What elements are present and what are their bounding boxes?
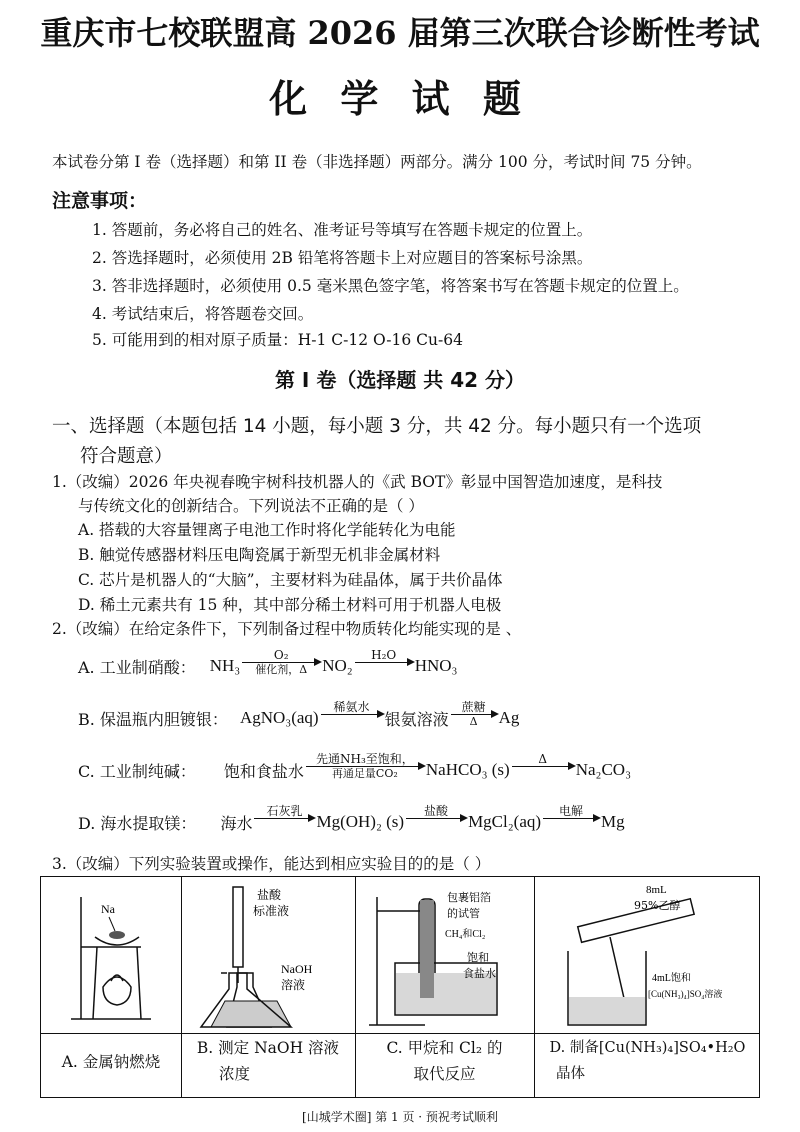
q2-option-c (78, 752, 632, 784)
q1-option-d: D. 稀土元素共有 15 种，其中部分稀土材料可用于机器人电极 (78, 596, 502, 614)
exam-intro: 本试卷分第 I 卷（选择题）和第 II 卷（非选择题）两部分。满分 100 分，考试时间 75 分钟。 (52, 153, 702, 171)
species: 银氨溶液 (384, 709, 449, 729)
q1-option-b: B. 触觉传感器材料压电陶瓷属于新型无机非金属材料 (78, 546, 441, 564)
reaction-arrow (321, 700, 383, 728)
methane-chlorination-apparatus (355, 877, 534, 1033)
species: HNO₃ (414, 656, 458, 675)
page-footer: [山城学术圈] 第 1 页 · 预祝考试顺利 (302, 1110, 498, 1124)
caption-line: A. 金属钠燃烧 (61, 1053, 161, 1071)
species: NaHCO₃ (s) (425, 760, 510, 779)
section-heading: 第 I 卷（选择题 共 42 分） (274, 368, 526, 392)
caption-line: C. 甲烷和 Cl₂ 的 (386, 1039, 503, 1057)
apparatus-label: 95%乙醇 (634, 899, 681, 912)
apparatus-label: 的试管 (447, 907, 480, 920)
reaction-arrow (254, 804, 314, 832)
species: AgNO₃(aq) (239, 708, 319, 727)
reaction-arrow (306, 752, 424, 780)
arrow-condition: H₂O (371, 648, 397, 662)
apparatus-label: 标准液 (253, 904, 290, 918)
arrow-condition: Δ (469, 715, 478, 728)
note-item: 2. 答选择题时，必须使用 2B 铅笔将答题卡上对应题目的答案标号涂黑。 (92, 249, 593, 267)
part-heading-line: 一、选择题（本题包括 14 小题，每小题 3 分，共 42 分。每小题只有一个选项 (52, 416, 702, 437)
q1-option-c: C. 芯片是机器人的“大脑”，主要材料为硅晶体，属于共价晶体 (78, 571, 503, 589)
caption-line: D. 制备[Cu(NH₃)₄]SO₄•H₂O (549, 1040, 746, 1056)
part-heading (52, 412, 762, 472)
note-item: 1. 答题前，务必将自己的姓名、准考证号等填写在答题卡规定的位置上。 (92, 221, 593, 239)
apparatus-label: 4mL饱和 (652, 973, 691, 984)
apparatus-label: NaOH (281, 962, 313, 976)
reaction-arrow (242, 648, 320, 676)
arrow-condition: 先通NH₃至饱和， (315, 752, 414, 766)
caption-line: 晶体 (556, 1066, 585, 1082)
species: 海水 (220, 813, 253, 833)
titration-apparatus (181, 877, 355, 1033)
species: Ag (498, 708, 520, 727)
arrow-condition: 电解 (559, 804, 584, 818)
arrow-condition: 蔗糖 (461, 700, 486, 714)
arrow-condition: 石灰乳 (266, 804, 303, 818)
copper-ammine-crystal-apparatus (534, 877, 761, 1033)
option-label: A. 工业制硝酸： (78, 657, 196, 677)
apparatus-label: 饱和 (467, 951, 489, 964)
arrow-condition: 盐酸 (424, 804, 449, 818)
species: Mg (601, 812, 625, 831)
apparatus-label: 食盐水 (463, 967, 496, 980)
species: 饱和食盐水 (223, 761, 304, 781)
caption-line: 浓度 (219, 1065, 251, 1083)
experiment-caption-b (181, 1035, 355, 1087)
species: NH₃ (209, 656, 241, 675)
q1-option-a: A. 搭载的大容量锂离子电池工作时将化学能转化为电能 (78, 521, 456, 539)
option-label: C. 工业制纯碱： (78, 761, 196, 781)
experiment-table (40, 876, 760, 1098)
option-label: B. 保温瓶内胆镀银： (78, 709, 228, 729)
reaction-arrow (451, 700, 497, 728)
note-item: 5. 可能用到的相对原子质量：H-1 C-12 O-16 Cu-64 (92, 331, 463, 349)
species: MgCl₂(aq) (468, 812, 542, 831)
arrow-condition: O₂ (273, 648, 289, 662)
caption-line: B. 测定 NaOH 溶液 (196, 1039, 340, 1057)
species: Na₂CO₃ (575, 760, 632, 779)
arrow-condition: 催化剂，Δ (255, 663, 308, 676)
sodium-burning-apparatus (41, 877, 181, 1033)
notes-heading: 注意事项： (52, 190, 148, 212)
part-heading-line: 符合题意） (80, 446, 173, 467)
experiment-caption-c (355, 1035, 534, 1087)
experiment-caption-d (534, 1035, 761, 1087)
apparatus-label: [Cu(NH₃)₄]SO₄溶液 (648, 989, 723, 999)
species: NO₂ (322, 656, 353, 675)
apparatus-label: 8mL (646, 884, 667, 896)
apparatus-label: CH₄和Cl₂ (445, 929, 486, 940)
note-item: 3. 答非选择题时，必须使用 0.5 毫米黑色签字笔，将答案书写在答题卡规定的位置上。 (92, 277, 689, 295)
note-item: 4. 考试结束后，将答题卷交回。 (92, 305, 314, 323)
option-label: D. 海水提取镁： (78, 813, 197, 833)
q2-stem: 2.（改编）在给定条件下，下列制备过程中物质转化均能实现的是 、 (52, 620, 522, 638)
reaction-arrow (512, 752, 574, 780)
q2-option-a (78, 648, 458, 680)
reaction-arrow (406, 804, 466, 832)
arrow-condition: Δ (538, 752, 548, 766)
apparatus-label: Na (101, 902, 115, 916)
arrow-condition: 再通足量CO₂ (331, 767, 398, 780)
q2-option-d (78, 804, 625, 836)
q2-option-b (78, 700, 520, 732)
apparatus-label: 溶液 (281, 978, 306, 992)
apparatus-label: 包裹铝箔 (447, 891, 491, 904)
q1-stem: 1.（改编）2026 年央视春晚宇树科技机器人的《武 BOT》彰显中国智造加速度，是科技 (52, 473, 663, 491)
apparatus-label: 盐酸 (257, 888, 282, 902)
q1-stem: 与传统文化的创新结合。下列说法不正确的是（ ） (78, 497, 424, 515)
exam-subject: 化 学 试 题 (269, 76, 531, 121)
exam-title: 重庆市七校联盟高 2026 届第三次联合诊断性考试 (40, 14, 760, 52)
species: Mg(OH)₂ (s) (316, 812, 405, 831)
q3-stem: 3.（改编）下列实验装置或操作，能达到相应实验目的的是（ ） (52, 855, 491, 873)
caption-line: 取代反应 (413, 1065, 476, 1083)
reaction-arrow (355, 648, 413, 676)
arrow-condition: 稀氨水 (333, 700, 370, 714)
experiment-caption-a (41, 1049, 181, 1075)
reaction-arrow (543, 804, 599, 832)
